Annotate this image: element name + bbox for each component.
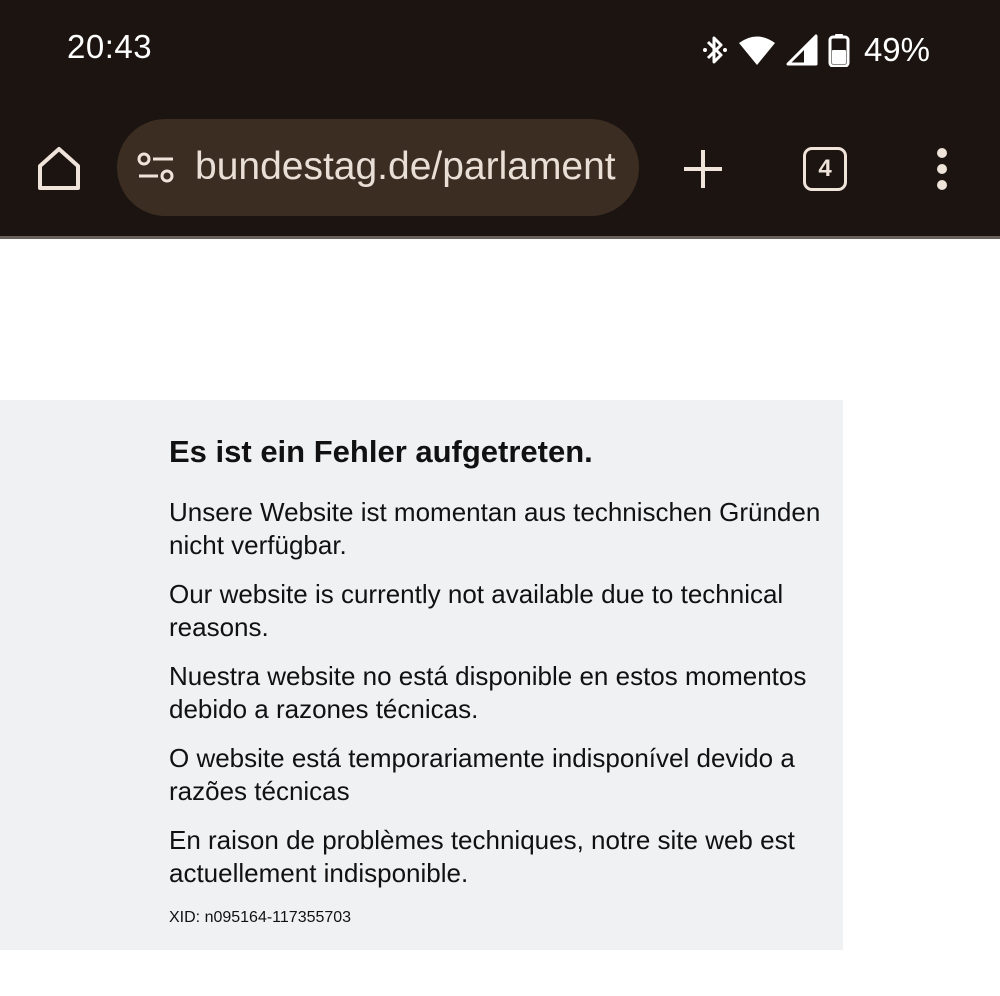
error-panel (0, 400, 843, 950)
clock: 20:43 (67, 28, 153, 65)
error-xid: XID: n095164-117355703 (169, 909, 352, 926)
new-tab-button[interactable] (681, 147, 725, 191)
cell-signal-icon (786, 34, 818, 66)
error-content (169, 432, 834, 928)
home-icon (34, 144, 84, 194)
tab-switcher-button[interactable] (803, 147, 847, 191)
battery-percent: 49% (863, 31, 930, 68)
url-bar[interactable] (117, 119, 639, 216)
plus-icon (681, 147, 725, 191)
battery-icon (828, 33, 850, 67)
status-bar (0, 0, 1000, 100)
error-message-en: Our website is currently not available due to technical reasons. (169, 579, 784, 642)
error-message-pt: O website está temporariamente indisponível devido a razões técnicas (169, 743, 795, 806)
home-button[interactable] (34, 144, 84, 194)
site-settings-icon[interactable] (137, 152, 175, 184)
error-message-fr: En raison de problèmes techniques, notre site web est actuellement indisponible. (169, 825, 795, 888)
error-title: Es ist ein Fehler aufgetreten. (169, 434, 593, 469)
browser-toolbar (0, 100, 1000, 239)
tab-count: 4 (818, 155, 832, 182)
bluetooth-icon (702, 33, 728, 67)
error-message-de: Unsere Website ist momentan aus technischen Gründen nicht verfügbar. (169, 497, 821, 560)
url-text[interactable]: bundestag.de/parlament (195, 145, 616, 188)
more-menu-button[interactable] (927, 147, 957, 191)
more-vert-icon (927, 147, 957, 191)
error-message-es: Nuestra website no está disponible en estos momentos debido a razones técnicas. (169, 661, 807, 724)
wifi-icon (738, 34, 776, 66)
status-icons (702, 30, 930, 70)
